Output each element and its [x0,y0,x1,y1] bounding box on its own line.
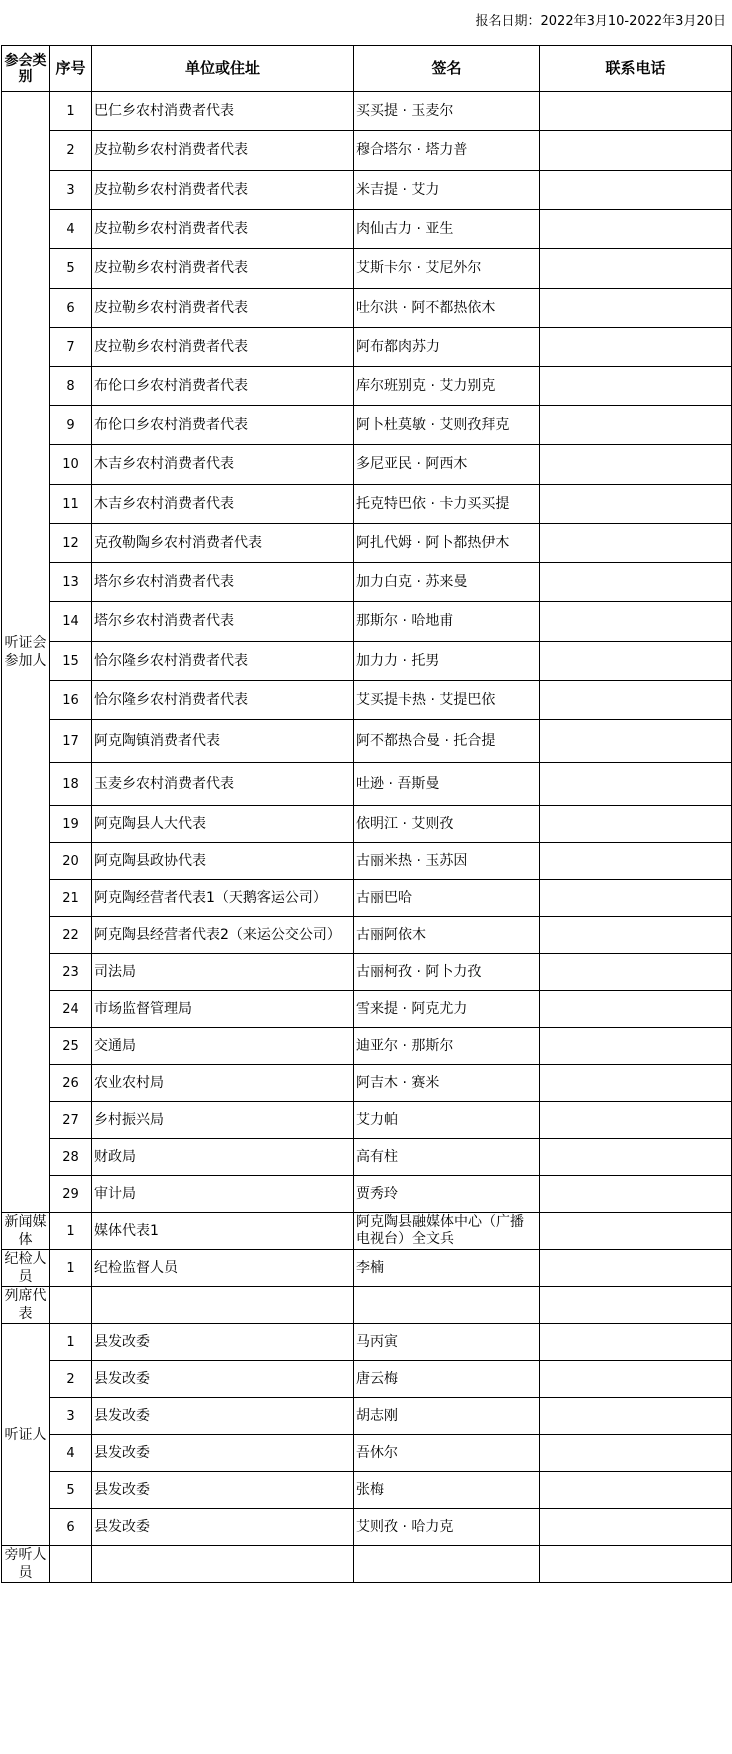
unit-cell: 阿克陶县人大代表 [92,806,354,843]
signature-cell: 李楠 [354,1250,540,1287]
seq-cell: 15 [50,642,92,681]
signature-cell: 米吉提 · 艾力 [354,171,540,210]
signature-cell: 买买提 · 玉麦尔 [354,92,540,131]
seq-cell: 4 [50,1435,92,1472]
unit-cell: 县发改委 [92,1361,354,1398]
unit-cell: 巴仁乡农村消费者代表 [92,92,354,131]
signature-cell: 阿吉木 · 赛米 [354,1065,540,1102]
signature-cell: 吐尔洪 · 阿不都热依木 [354,289,540,328]
table-row [2,763,732,806]
table-row [2,445,732,485]
category-cell: 列席代表 [2,1287,50,1324]
signature-cell: 托克特巴依 · 卡力买买提 [354,485,540,524]
seq-cell: 14 [50,602,92,642]
signature-cell: 马丙寅 [354,1324,540,1361]
phone-cell [540,1435,732,1472]
phone-cell [540,524,732,563]
column-header-seq: 序号 [50,46,92,92]
unit-cell: 布伦口乡农村消费者代表 [92,367,354,406]
seq-cell: 5 [50,249,92,289]
column-header-category: 参会类别 [2,46,50,92]
phone-cell [540,563,732,602]
signature-cell: 依明江 · 艾则孜 [354,806,540,843]
seq-cell: 5 [50,1472,92,1509]
signature-cell: 阿布都肉苏力 [354,328,540,367]
unit-cell: 县发改委 [92,1398,354,1435]
unit-cell: 县发改委 [92,1509,354,1546]
table-row [2,328,732,367]
unit-cell: 阿克陶镇消费者代表 [92,720,354,763]
seq-cell: 11 [50,485,92,524]
phone-cell [540,1398,732,1435]
table-row [2,249,732,289]
signature-cell: 古丽巴哈 [354,880,540,917]
seq-cell: 1 [50,1213,92,1250]
seq-cell: 17 [50,720,92,763]
seq-cell: 3 [50,1398,92,1435]
phone-cell [540,367,732,406]
table-row [2,843,732,880]
phone-cell [540,1176,732,1213]
table-row [2,1546,732,1583]
seq-cell: 18 [50,763,92,806]
category-cell: 听证会参加人 [2,92,50,1213]
phone-cell [540,289,732,328]
signature-cell: 贾秀玲 [354,1176,540,1213]
phone-cell [540,171,732,210]
signature-cell: 吐逊 · 吾斯曼 [354,763,540,806]
seq-cell: 3 [50,171,92,210]
unit-cell: 纪检监督人员 [92,1250,354,1287]
phone-cell [540,1509,732,1546]
category-cell: 新闻媒体 [2,1213,50,1250]
table-row [2,642,732,681]
signature-cell: 阿卜杜莫敏 · 艾则孜拜克 [354,406,540,445]
unit-cell: 市场监督管理局 [92,991,354,1028]
phone-cell [540,843,732,880]
phone-cell [540,1213,732,1250]
attendee-table [1,45,732,1583]
unit-cell: 农业农村局 [92,1065,354,1102]
phone-cell [540,328,732,367]
phone-cell [540,602,732,642]
seq-cell: 21 [50,880,92,917]
signature-cell: 吾休尔 [354,1435,540,1472]
table-row [2,92,732,131]
column-header-unit: 单位或住址 [92,46,354,92]
phone-cell [540,1287,732,1324]
unit-cell: 乡村振兴局 [92,1102,354,1139]
unit-cell: 皮拉勒乡农村消费者代表 [92,249,354,289]
table-row [2,171,732,210]
seq-cell: 1 [50,1250,92,1287]
seq-cell: 9 [50,406,92,445]
table-row [2,289,732,328]
seq-cell: 20 [50,843,92,880]
table-row [2,681,732,720]
signature-cell: 雪来提 · 阿克尤力 [354,991,540,1028]
seq-cell: 24 [50,991,92,1028]
seq-cell: 16 [50,681,92,720]
signature-cell: 古丽米热 · 玉苏因 [354,843,540,880]
signature-cell: 穆合塔尔 · 塔力普 [354,131,540,171]
table-row [2,602,732,642]
table-row [2,131,732,171]
phone-cell [540,406,732,445]
unit-cell: 司法局 [92,954,354,991]
signature-cell: 艾斯卡尔 · 艾尼外尔 [354,249,540,289]
unit-cell: 塔尔乡农村消费者代表 [92,602,354,642]
seq-cell: 26 [50,1065,92,1102]
table-body [2,92,732,1583]
table-row [2,1250,732,1287]
phone-cell [540,445,732,485]
unit-cell: 木吉乡农村消费者代表 [92,485,354,524]
table-row [2,367,732,406]
unit-cell: 皮拉勒乡农村消费者代表 [92,131,354,171]
signature-cell: 高有柱 [354,1139,540,1176]
seq-cell: 29 [50,1176,92,1213]
seq-cell: 23 [50,954,92,991]
table-row [2,1509,732,1546]
table-row [2,485,732,524]
table-row [2,991,732,1028]
signature-cell: 迪亚尔 · 那斯尔 [354,1028,540,1065]
signature-cell: 艾买提卡热 · 艾提巴依 [354,681,540,720]
signature-cell: 阿扎代姆 · 阿卜都热伊木 [354,524,540,563]
seq-cell: 6 [50,1509,92,1546]
seq-cell: 27 [50,1102,92,1139]
unit-cell: 县发改委 [92,1472,354,1509]
phone-cell [540,1324,732,1361]
table-row [2,1361,732,1398]
table-row [2,210,732,249]
phone-cell [540,806,732,843]
phone-cell [540,485,732,524]
unit-cell: 玉麦乡农村消费者代表 [92,763,354,806]
signature-cell: 那斯尔 · 哈地甫 [354,602,540,642]
column-header-phone: 联系电话 [540,46,732,92]
table-row [2,1028,732,1065]
table-row [2,406,732,445]
phone-cell [540,954,732,991]
seq-cell: 2 [50,131,92,171]
unit-cell: 恰尔隆乡农村消费者代表 [92,681,354,720]
phone-cell [540,1546,732,1583]
signature-cell: 艾力帕 [354,1102,540,1139]
seq-cell: 28 [50,1139,92,1176]
table-row [2,917,732,954]
seq-cell: 8 [50,367,92,406]
table-row [2,1324,732,1361]
unit-cell: 阿克陶经营者代表1（天鹅客运公司） [92,880,354,917]
seq-cell: 13 [50,563,92,602]
phone-cell [540,1361,732,1398]
seq-cell: 7 [50,328,92,367]
unit-cell: 县发改委 [92,1435,354,1472]
unit-cell: 木吉乡农村消费者代表 [92,445,354,485]
unit-cell: 恰尔隆乡农村消费者代表 [92,642,354,681]
seq-cell: 4 [50,210,92,249]
table-row [2,1102,732,1139]
seq-cell: 2 [50,1361,92,1398]
table-row [2,1287,732,1324]
seq-cell [50,1287,92,1324]
table-row [2,1139,732,1176]
signature-cell: 库尔班别克 · 艾力别克 [354,367,540,406]
phone-cell [540,210,732,249]
signature-cell: 多尼亚民 · 阿西木 [354,445,540,485]
unit-cell [92,1287,354,1324]
signature-cell [354,1287,540,1324]
seq-cell: 12 [50,524,92,563]
seq-cell: 6 [50,289,92,328]
category-cell: 旁听人员 [2,1546,50,1583]
signature-cell: 古丽阿依木 [354,917,540,954]
phone-cell [540,917,732,954]
unit-cell: 皮拉勒乡农村消费者代表 [92,289,354,328]
seq-cell [50,1546,92,1583]
signature-cell: 阿克陶县融媒体中心（广播电视台）全文兵 [354,1213,540,1250]
signature-cell: 唐云梅 [354,1361,540,1398]
unit-cell: 媒体代表1 [92,1213,354,1250]
phone-cell [540,131,732,171]
seq-cell: 25 [50,1028,92,1065]
phone-cell [540,880,732,917]
unit-cell: 交通局 [92,1028,354,1065]
phone-cell [540,249,732,289]
phone-cell [540,1139,732,1176]
seq-cell: 1 [50,92,92,131]
table-row [2,1435,732,1472]
phone-cell [540,1102,732,1139]
unit-cell: 布伦口乡农村消费者代表 [92,406,354,445]
signature-cell: 阿不都热合曼 · 托合提 [354,720,540,763]
table-row [2,954,732,991]
category-cell: 纪检人员 [2,1250,50,1287]
unit-cell: 皮拉勒乡农村消费者代表 [92,328,354,367]
phone-cell [540,763,732,806]
phone-cell [540,1472,732,1509]
table-row [2,1472,732,1509]
table-row [2,720,732,763]
signature-cell [354,1546,540,1583]
registration-date: 报名日期：2022年3月10-2022年3月20日 [475,14,726,29]
table-row [2,1398,732,1435]
unit-cell: 阿克陶县政协代表 [92,843,354,880]
phone-cell [540,1250,732,1287]
signature-cell: 古丽柯孜 · 阿卜力孜 [354,954,540,991]
signature-cell: 张梅 [354,1472,540,1509]
phone-cell [540,92,732,131]
unit-cell: 皮拉勒乡农村消费者代表 [92,171,354,210]
phone-cell [540,991,732,1028]
unit-cell: 县发改委 [92,1324,354,1361]
column-header-signature: 签名 [354,46,540,92]
unit-cell: 克孜勒陶乡农村消费者代表 [92,524,354,563]
unit-cell: 塔尔乡农村消费者代表 [92,563,354,602]
category-cell: 听证人 [2,1324,50,1546]
unit-cell: 财政局 [92,1139,354,1176]
phone-cell [540,1065,732,1102]
seq-cell: 10 [50,445,92,485]
unit-cell: 审计局 [92,1176,354,1213]
seq-cell: 22 [50,917,92,954]
phone-cell [540,681,732,720]
phone-cell [540,720,732,763]
table-row [2,1065,732,1102]
table-row [2,806,732,843]
phone-cell [540,1028,732,1065]
table-row [2,563,732,602]
phone-cell [540,642,732,681]
unit-cell: 皮拉勒乡农村消费者代表 [92,210,354,249]
signature-cell: 艾则孜 · 哈力克 [354,1509,540,1546]
signature-cell: 加力力 · 托男 [354,642,540,681]
table-row [2,1176,732,1213]
seq-cell: 1 [50,1324,92,1361]
unit-cell [92,1546,354,1583]
signature-cell: 加力白克 · 苏来曼 [354,563,540,602]
signature-cell: 肉仙古力 · 亚生 [354,210,540,249]
seq-cell: 19 [50,806,92,843]
table-row [2,880,732,917]
unit-cell: 阿克陶县经营者代表2（来运公交公司） [92,917,354,954]
signature-cell: 胡志刚 [354,1398,540,1435]
table-header-row [2,46,732,92]
table-row [2,1213,732,1250]
table-row [2,524,732,563]
